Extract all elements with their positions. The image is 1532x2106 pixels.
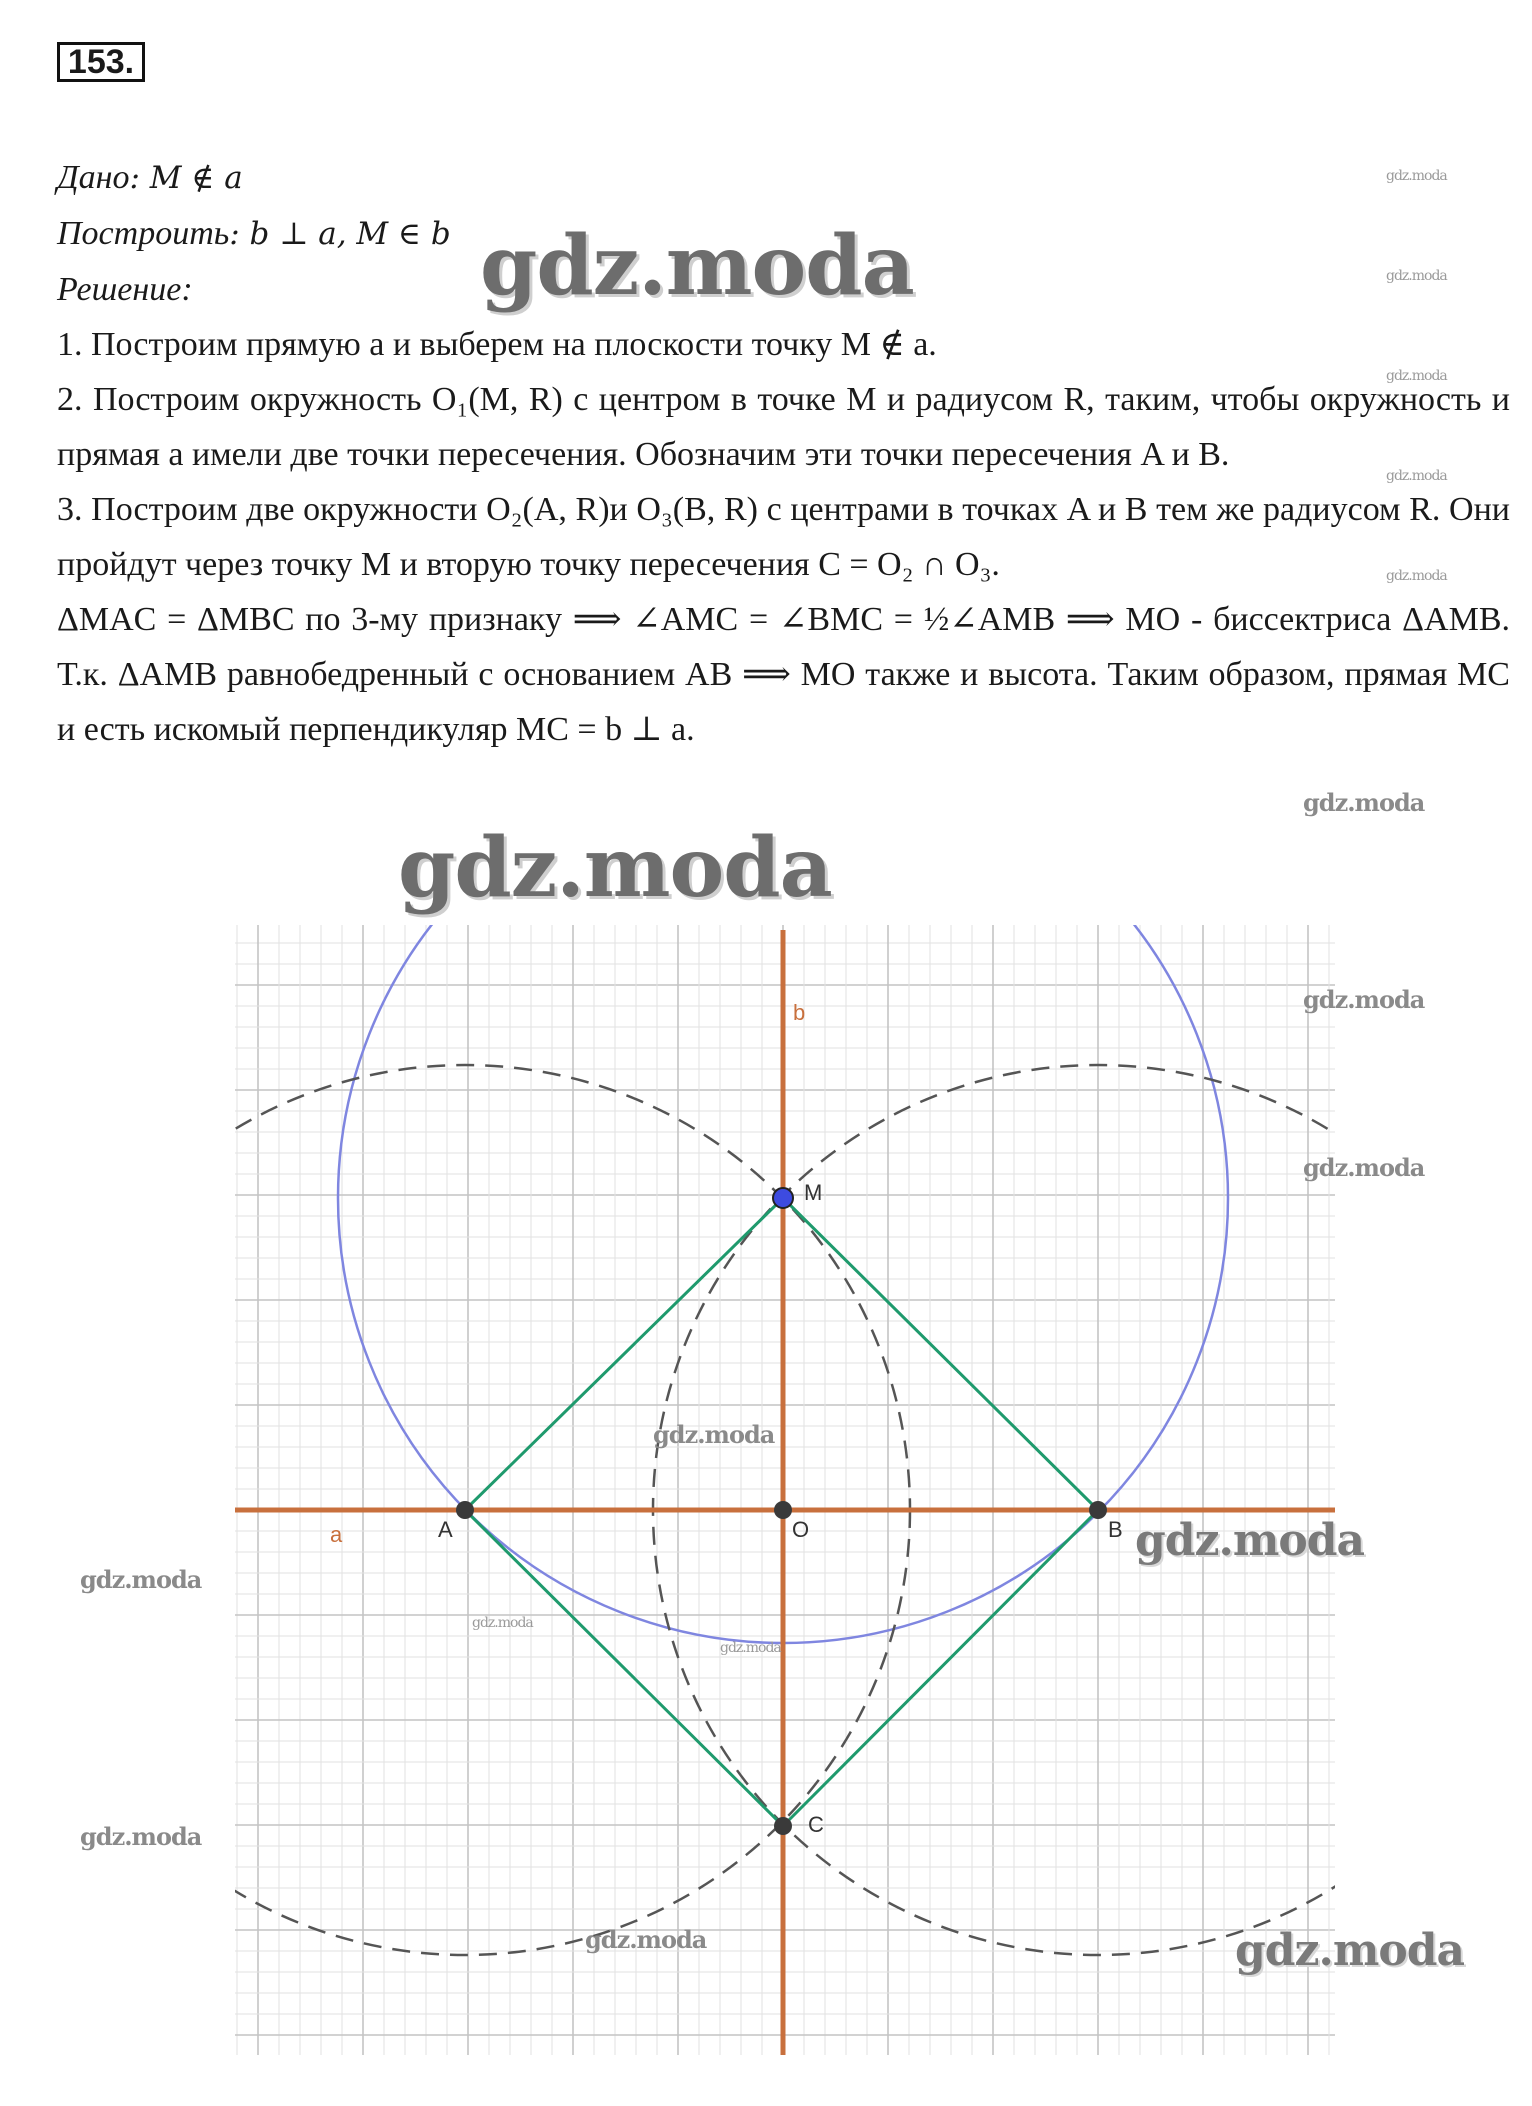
watermark: gdz.moda: [1386, 568, 1447, 584]
given-value: : M ∉ a: [129, 160, 243, 196]
point-C: [774, 1817, 792, 1835]
watermark: gdz.moda: [1303, 985, 1425, 1014]
construct-value: : b ⊥ a, M ∈ b: [229, 216, 451, 252]
watermark: gdz.moda: [80, 1822, 202, 1851]
solution-label: Решение:: [57, 271, 193, 308]
segment-AM: [465, 1198, 783, 1510]
label-C: C: [808, 1812, 824, 1837]
step-1: 1. Построим прямую a и выберем на плоскости точку M ∉ a.: [57, 326, 937, 363]
watermark: gdz.moda: [1386, 168, 1447, 184]
watermark: gdz.moda: [80, 1565, 202, 1594]
watermark: gdz.moda: [1386, 368, 1447, 384]
watermark: gdz.moda: [720, 1640, 781, 1656]
watermark: gdz.moda: [1303, 1153, 1425, 1182]
watermark: gdz.moda: [398, 820, 832, 916]
label-b: b: [793, 1000, 806, 1025]
point-B: [1089, 1501, 1107, 1519]
watermark: gdz.moda: [480, 218, 914, 314]
point-M: [773, 1188, 793, 1208]
step-4: ΔMAC = ΔMBC по 3-му признаку ⟹ ∠AMC = ∠BMC = ½∠AMB ⟹ MO - биссектриса ΔAMB. Т.к. ΔAMB равнобедренный с основанием AB ⟹ MO также и высота. Таким образом, прямая MC и есть искомый перпендикуляр MC = b ⊥ a.: [57, 601, 1510, 748]
watermark: gdz.moda: [472, 1615, 533, 1631]
label-O: O: [792, 1517, 810, 1542]
watermark: gdz.moda: [585, 1925, 707, 1954]
problem-number: 153.: [57, 42, 145, 82]
watermark: gdz.moda: [1235, 1925, 1465, 1976]
label-A: A: [438, 1517, 453, 1542]
given-label: Дано: [57, 159, 130, 196]
label-M: M: [804, 1180, 823, 1205]
point-O: [774, 1501, 792, 1519]
segment-MB: [783, 1198, 1098, 1510]
label-a: a: [330, 1522, 343, 1547]
construct-label: Построить: [57, 215, 230, 252]
watermark: gdz.moda: [1386, 268, 1447, 284]
step-3: 3. Построим две окружности O₂(A, R)и O₃(B, R) с центрами в точках A и B тем же радиусом R. Они пройдут через точку M и вторую точку пересечения C = O₂ ∩ O₃.: [57, 491, 1510, 583]
label-B: B: [1108, 1517, 1123, 1542]
watermark: gdz.moda: [653, 1420, 775, 1449]
watermark: gdz.moda: [1386, 468, 1447, 484]
watermark: gdz.moda: [1135, 1515, 1365, 1566]
segment-BC: [783, 1510, 1098, 1826]
watermark: gdz.moda: [1303, 788, 1425, 817]
step-2: 2. Построим окружность O₁(M, R) с центром в точке М и радиусом R, таким, чтобы окружность и прямая a имели две точки пересечения. Обозначим эти точки пересечения A и B.: [57, 381, 1510, 473]
point-A: [456, 1501, 474, 1519]
segment-AC: [465, 1510, 783, 1826]
